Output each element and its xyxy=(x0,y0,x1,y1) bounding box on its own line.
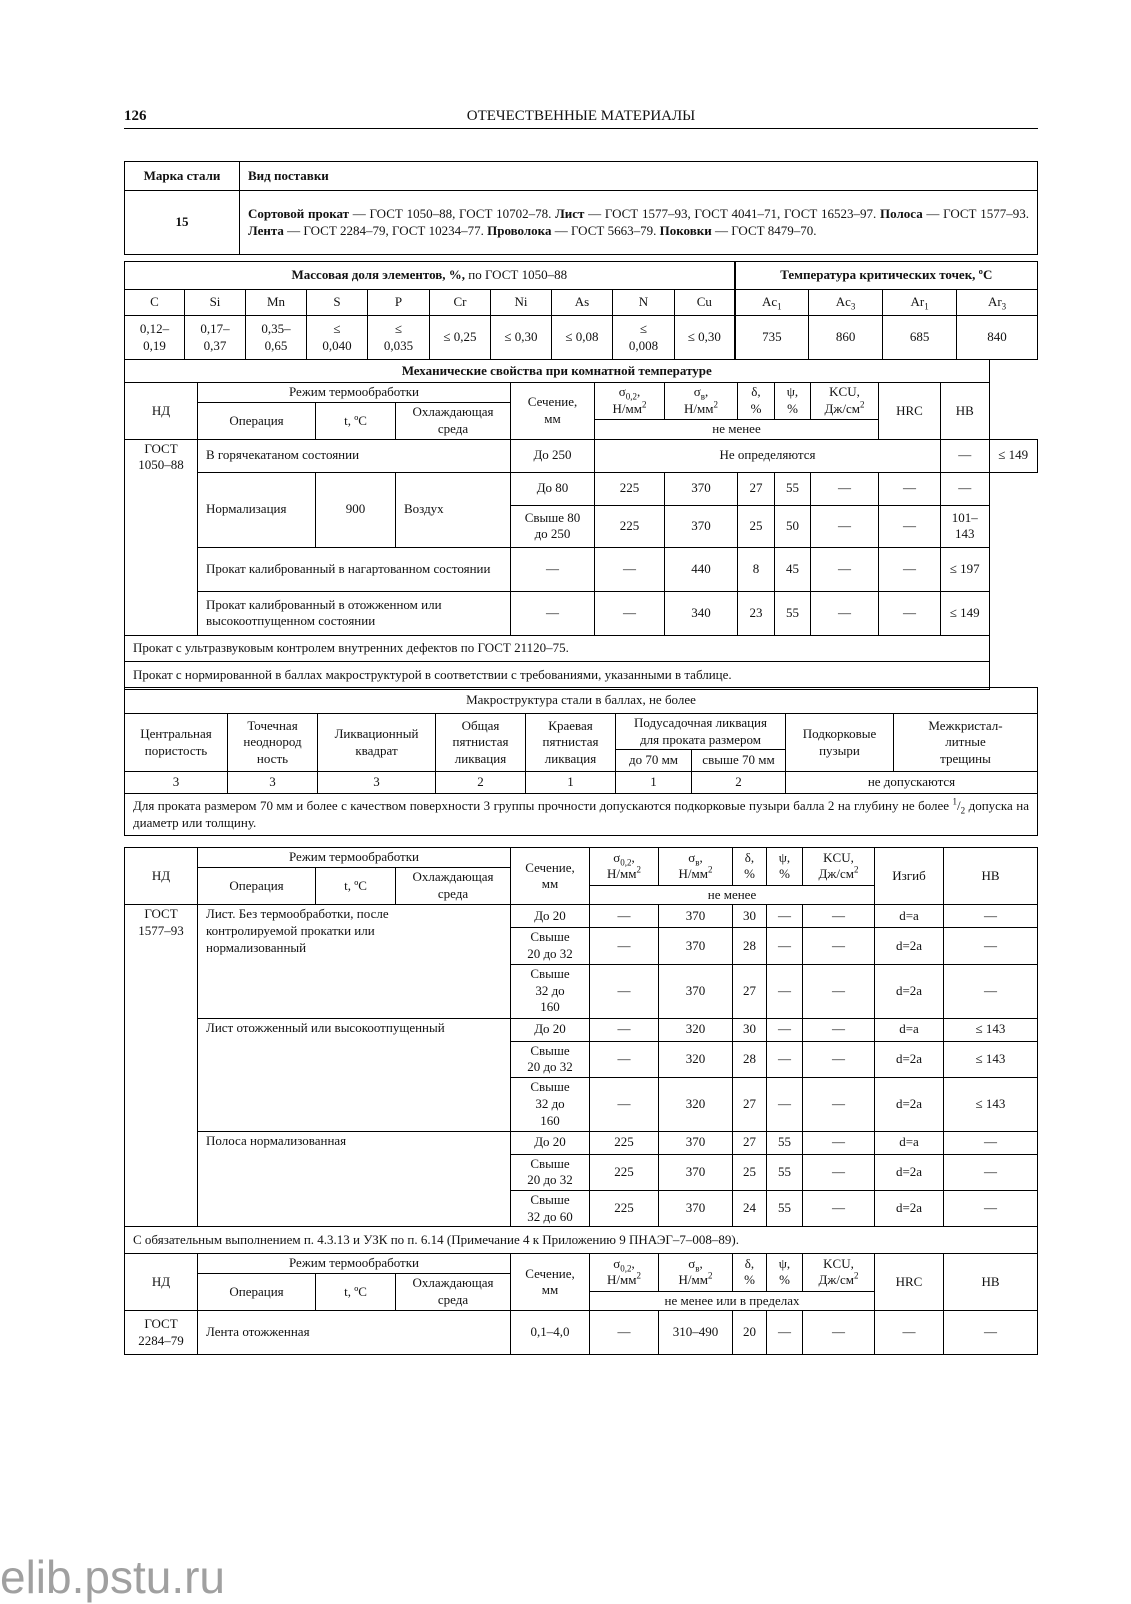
reduction-header: ψ, % xyxy=(767,1254,803,1292)
hrc-header: HRC xyxy=(875,1254,944,1311)
section-header: Сечение, мм xyxy=(511,848,590,905)
cell: 370 xyxy=(659,1191,733,1227)
cell: 55 xyxy=(775,472,811,505)
tape-annealed-op: Лента отожженная xyxy=(198,1311,511,1355)
cell: — xyxy=(803,1311,875,1355)
min-header: не менее xyxy=(590,885,875,905)
cell: — xyxy=(944,1191,1038,1227)
cell: d=2a xyxy=(875,1077,944,1131)
cell: — xyxy=(595,547,665,591)
elongation-header: δ, % xyxy=(738,383,775,420)
element-header: Si xyxy=(185,290,246,316)
element-value: ≤ 0,008 xyxy=(613,316,675,360)
cell: 440 xyxy=(665,547,738,591)
nd-header: НД xyxy=(125,383,198,440)
subsurface-bubbles-header: Подкорковые пузыри xyxy=(786,714,894,772)
element-value: 0,35– 0,65 xyxy=(246,316,307,360)
cell: ≤ 149 xyxy=(989,439,1038,472)
min-or-range-header: не менее или в пределах xyxy=(590,1291,875,1311)
cell: До 250 xyxy=(511,439,595,472)
medium-header: Охлаждающая среда xyxy=(396,403,511,440)
mode-header: Режим термообработки xyxy=(198,383,511,403)
cell: — xyxy=(803,928,875,964)
supply-item: Поковки — ГОСТ 8479–70. xyxy=(659,222,817,238)
cell: 1 xyxy=(616,772,692,794)
grade-block xyxy=(124,161,1038,255)
cell: До 20 xyxy=(511,905,590,928)
medium-header: Охлаждающая среда xyxy=(396,867,511,905)
element-value: 0,12– 0,19 xyxy=(125,316,185,360)
cell: — xyxy=(944,1131,1038,1154)
cell: 30 xyxy=(733,1018,767,1041)
cell: — xyxy=(944,905,1038,928)
cell: d=2a xyxy=(875,1191,944,1227)
elongation-header: δ, % xyxy=(733,848,767,886)
element-header: Cr xyxy=(430,290,491,316)
cell: 370 xyxy=(659,928,733,964)
supply-label: Вид поставки xyxy=(240,162,1038,191)
min-header: не менее xyxy=(595,420,879,440)
supply-item: Сортовой прокат — ГОСТ 1050–88, ГОСТ 10702–78. xyxy=(248,205,556,221)
cell: 310–490 xyxy=(659,1311,733,1355)
cell: — xyxy=(511,591,595,635)
cell: 320 xyxy=(659,1018,733,1041)
cell: 225 xyxy=(590,1131,659,1154)
cell: d=2a xyxy=(875,1041,944,1077)
cell: — xyxy=(803,1041,875,1077)
cell: — xyxy=(941,472,990,505)
over-70-header: свыше 70 мм xyxy=(692,750,786,772)
element-value: ≤ 0,30 xyxy=(491,316,552,360)
cell: d=a xyxy=(875,905,944,928)
reduction-header: ψ, % xyxy=(767,848,803,886)
cell: — xyxy=(595,591,665,635)
cell: d=2a xyxy=(875,964,944,1018)
medium-header: Охлаждающая среда xyxy=(396,1273,511,1311)
cell: 2 xyxy=(692,772,786,794)
cell: 320 xyxy=(659,1077,733,1131)
crit-point-header: $Ac_1$ xyxy=(735,290,809,316)
cell: 3 xyxy=(228,772,318,794)
cell: — xyxy=(803,905,875,928)
cell: — xyxy=(879,547,941,591)
cell: 340 xyxy=(665,591,738,635)
cell: 55 xyxy=(775,591,811,635)
nd-gost-2284: ГОСТ 2284–79 xyxy=(125,1311,198,1355)
supply-text xyxy=(240,191,1038,255)
not-allowed: не допускаются xyxy=(786,772,1038,794)
cell: d=2a xyxy=(875,1154,944,1190)
point-heterogeneity-header: Точечная неоднород ность xyxy=(228,714,318,772)
tensile-header: $\sigma_в$, $Н/мм^2$ xyxy=(659,848,733,886)
cell: 225 xyxy=(590,1154,659,1190)
nd-header: НД xyxy=(125,1254,198,1311)
cell: Свыше 20 до 32 xyxy=(511,928,590,964)
cell: До 20 xyxy=(511,1018,590,1041)
cell: — xyxy=(767,964,803,1018)
operation-header: Операция xyxy=(198,867,316,905)
crit-point-header: $Ar_3$ xyxy=(957,290,1038,316)
cell: — xyxy=(767,1077,803,1131)
cell: d=2a xyxy=(875,928,944,964)
crit-point-header: $Ar_1$ xyxy=(883,290,957,316)
normalization-medium: Воздух xyxy=(396,472,511,547)
cell: — xyxy=(803,1018,875,1041)
cell: 55 xyxy=(767,1154,803,1190)
mech-title: Механические свойства при комнатной температуре xyxy=(125,360,990,383)
cell: — xyxy=(767,1041,803,1077)
cell: Свыше 80 до 250 xyxy=(511,505,595,547)
element-header: S xyxy=(307,290,368,316)
cell: ≤ 149 xyxy=(941,591,990,635)
cell: 370 xyxy=(665,505,738,547)
element-header: Ni xyxy=(491,290,552,316)
general-spotty-header: Общая пятнистая ликвация xyxy=(436,714,526,772)
cell: 3 xyxy=(125,772,228,794)
cell: 370 xyxy=(665,472,738,505)
cell: До 20 xyxy=(511,1131,590,1154)
cell: — xyxy=(803,1131,875,1154)
cell: — xyxy=(590,1311,659,1355)
segregation-square-header: Ликвационный квадрат xyxy=(318,714,436,772)
not-determined: Не определяются xyxy=(595,439,941,472)
cell: 27 xyxy=(738,472,775,505)
critical-points-title: Температура критических точек, ºС xyxy=(735,262,1038,290)
composition-title: Массовая доля элементов, %, по ГОСТ 1050–88 xyxy=(125,262,735,290)
cell: — xyxy=(944,964,1038,1018)
temp-header: t, ºС xyxy=(316,1273,396,1311)
cell: — xyxy=(879,505,941,547)
cell: 2 xyxy=(436,772,526,794)
cell: ≤ 197 xyxy=(941,547,990,591)
crit-point-value: 685 xyxy=(883,316,957,360)
elongation-header: δ, % xyxy=(733,1254,767,1292)
hot-rolled-op: В горячекатаном состоянии xyxy=(198,439,511,472)
cell: 55 xyxy=(767,1191,803,1227)
yield-header: $\sigma_{0,2}$, $Н/мм^2$ xyxy=(590,848,659,886)
cell: 45 xyxy=(775,547,811,591)
cell: — xyxy=(590,1041,659,1077)
cell: Свыше 20 до 32 xyxy=(511,1041,590,1077)
cell: — xyxy=(590,1077,659,1131)
cell: 30 xyxy=(733,905,767,928)
kcu-header: KCU, $Дж/см^2$ xyxy=(811,383,879,420)
grade-label: Марка стали xyxy=(125,162,240,191)
cell: — xyxy=(590,1018,659,1041)
large-size-note: Для проката размером 70 мм и более с качеством поверхности 3 группы прочности допускаются подкорковые пузыри балла 2 на глубину не более $^1/_2$ допуска на диаметр или толщину. xyxy=(125,794,1038,836)
ultrasonic-note: Прокат с ультразвуковым контролем внутренних дефектов по ГОСТ 21120–75. xyxy=(125,635,990,661)
cell: 20 xyxy=(733,1311,767,1355)
cell: До 80 xyxy=(511,472,595,505)
crit-point-value: 860 xyxy=(809,316,883,360)
cell: 24 xyxy=(733,1191,767,1227)
sheet-block xyxy=(124,847,1038,1254)
cell: — xyxy=(803,1077,875,1131)
cell: Свыше 32 до 60 xyxy=(511,1191,590,1227)
crit-point-value: 840 xyxy=(957,316,1038,360)
macro-note: Прокат с нормированной в баллах макроструктурой в соответствии с требованиями, указанными в таблице. xyxy=(125,661,990,689)
cell: — xyxy=(803,964,875,1018)
element-value: ≤ 0,30 xyxy=(675,316,735,360)
cell: 101–143 xyxy=(941,505,990,547)
element-value: ≤ 0,040 xyxy=(307,316,368,360)
calibrated-work-hardened-op: Прокат калиброванный в нагартованном состоянии xyxy=(198,547,511,591)
cell: 3 xyxy=(318,772,436,794)
yield-header: $\sigma_{0,2}$, $Н/мм^2$ xyxy=(595,383,665,420)
hb-header: НВ xyxy=(944,1254,1038,1311)
mode-header: Режим термообработки xyxy=(198,848,511,868)
cell: — xyxy=(803,1154,875,1190)
cell: 25 xyxy=(733,1154,767,1190)
supply-item: Лента — ГОСТ 2284–79, ГОСТ 10234–77. xyxy=(248,222,488,238)
cell: — xyxy=(944,1311,1038,1355)
operation-header: Операция xyxy=(198,403,316,440)
cell: — xyxy=(879,591,941,635)
cell: Свыше 32 до 160 xyxy=(511,1077,590,1131)
cell: — xyxy=(811,591,879,635)
cell: 55 xyxy=(767,1131,803,1154)
cell: ≤ 143 xyxy=(944,1077,1038,1131)
cell: — xyxy=(803,1191,875,1227)
cell: Свыше 20 до 32 xyxy=(511,1154,590,1190)
grade-value: 15 xyxy=(125,191,240,255)
cell: — xyxy=(811,547,879,591)
strip-normalized-op: Полоса нормализованная xyxy=(198,1131,511,1227)
hrc-header: HRC xyxy=(879,383,941,440)
temp-header: t, ºС xyxy=(316,867,396,905)
central-porosity-header: Центральная пористость xyxy=(125,714,228,772)
intercrystalline-cracks-header: Межкристал- литные трещины xyxy=(894,714,1038,772)
cell: 25 xyxy=(738,505,775,547)
mandatory-note: С обязательным выполнением п. 4.3.13 и УЗК по п. 6.14 (Примечание 4 к Приложению 9 ПНАЭГ–7–008–89). xyxy=(125,1227,1038,1254)
cell: 320 xyxy=(659,1041,733,1077)
cell: — xyxy=(767,928,803,964)
to-70-header: до 70 мм xyxy=(616,750,692,772)
reduction-header: ψ, % xyxy=(775,383,811,420)
cell: — xyxy=(944,928,1038,964)
kcu-header: KCU, $Дж/см^2$ xyxy=(803,1254,875,1292)
bend-header: Изгиб xyxy=(875,848,944,905)
running-title: ОТЕЧЕСТВЕННЫЕ МАТЕРИАЛЫ xyxy=(466,108,696,124)
supply-item: Полоса — ГОСТ 1577–93. xyxy=(880,205,1029,221)
watermark: elib.pstu.ru xyxy=(0,1551,226,1603)
page-header xyxy=(124,106,1038,129)
cell: Свыше 32 до 160 xyxy=(511,964,590,1018)
cell: 27 xyxy=(733,1077,767,1131)
yield-header: $\sigma_{0,2}$, $Н/мм^2$ xyxy=(590,1254,659,1292)
element-header: C xyxy=(125,290,185,316)
cell: 8 xyxy=(738,547,775,591)
page-number: 126 xyxy=(124,108,147,124)
macro-title: Макроструктура стали в баллах, не более xyxy=(125,688,1038,714)
cell: 370 xyxy=(659,905,733,928)
cell: — xyxy=(590,905,659,928)
supply-item: Проволока — ГОСТ 5663–79. xyxy=(487,222,660,238)
cell: — xyxy=(811,505,879,547)
cell: 370 xyxy=(659,1154,733,1190)
cell: — xyxy=(767,1311,803,1355)
cell: — xyxy=(511,547,595,591)
cell: 225 xyxy=(590,1191,659,1227)
normalization-temp: 900 xyxy=(316,472,396,547)
cell: — xyxy=(767,1018,803,1041)
temp-header: t, ºС xyxy=(316,403,396,440)
hb-header: НВ xyxy=(941,383,990,440)
cell: 23 xyxy=(738,591,775,635)
cell: 50 xyxy=(775,505,811,547)
cell: 370 xyxy=(659,1131,733,1154)
cell: 27 xyxy=(733,1131,767,1154)
cell: d=a xyxy=(875,1131,944,1154)
calibrated-annealed-op: Прокат калиброванный в отожженном или высокоотпущенном состоянии xyxy=(198,591,511,635)
cell: — xyxy=(590,964,659,1018)
sheet-annealed-op: Лист отожженный или высокоотпущенный xyxy=(198,1018,511,1131)
cell: 1 xyxy=(526,772,616,794)
sheet-untreated-op: Лист. Без термообработки, после контролируемой прокатки или нормализованный xyxy=(198,905,511,1018)
cell: — xyxy=(767,905,803,928)
tensile-header: $\sigma_в$, $Н/мм^2$ xyxy=(659,1254,733,1292)
element-header: Mn xyxy=(246,290,307,316)
nd-gost-1050: ГОСТ 1050–88 xyxy=(125,439,198,635)
section-header: Сечение, мм xyxy=(511,383,595,440)
element-value: ≤ 0,25 xyxy=(430,316,491,360)
normalization-op: Нормализация xyxy=(198,472,316,547)
cell: — xyxy=(811,472,879,505)
crit-point-value: 735 xyxy=(735,316,809,360)
composition-block xyxy=(124,261,1038,360)
cell: — xyxy=(875,1311,944,1355)
tensile-header: $\sigma_в$, $Н/мм^2$ xyxy=(665,383,738,420)
cell: d=a xyxy=(875,1018,944,1041)
cell: 0,1–4,0 xyxy=(511,1311,590,1355)
cell: 225 xyxy=(595,472,665,505)
cell: 28 xyxy=(733,928,767,964)
element-value: ≤ 0,035 xyxy=(368,316,430,360)
element-header: Cu xyxy=(675,290,735,316)
cell: 370 xyxy=(659,964,733,1018)
element-header: N xyxy=(613,290,675,316)
operation-header: Операция xyxy=(198,1273,316,1311)
edge-spotty-header: Краевая пятнистая ликвация xyxy=(526,714,616,772)
element-value: ≤ 0,08 xyxy=(552,316,613,360)
element-value: 0,17– 0,37 xyxy=(185,316,246,360)
kcu-header: KCU, $Дж/см^2$ xyxy=(803,848,875,886)
cell: 225 xyxy=(595,505,665,547)
cell: — xyxy=(941,439,990,472)
tape-block xyxy=(124,1253,1038,1355)
cell: 27 xyxy=(733,964,767,1018)
supply-item: Лист — ГОСТ 1577–93, ГОСТ 4041–71, ГОСТ 16523–97. xyxy=(555,205,881,221)
shrinkage-segregation-header: Подусадочная ликвация для проката размером xyxy=(616,714,786,750)
crit-point-header: $Ac_3$ xyxy=(809,290,883,316)
cell: — xyxy=(944,1154,1038,1190)
element-header: As xyxy=(552,290,613,316)
nd-header: НД xyxy=(125,848,198,905)
nd-gost-1577: ГОСТ 1577–93 xyxy=(125,905,198,1227)
cell: — xyxy=(590,928,659,964)
cell: ≤ 143 xyxy=(944,1041,1038,1077)
macro-block xyxy=(124,687,1038,836)
mechanical-block xyxy=(124,359,1038,690)
cell: 28 xyxy=(733,1041,767,1077)
element-header: P xyxy=(368,290,430,316)
section-header: Сечение, мм xyxy=(511,1254,590,1311)
hb-header: НВ xyxy=(944,848,1038,905)
cell: — xyxy=(879,472,941,505)
cell: ≤ 143 xyxy=(944,1018,1038,1041)
mode-header: Режим термообработки xyxy=(198,1254,511,1274)
